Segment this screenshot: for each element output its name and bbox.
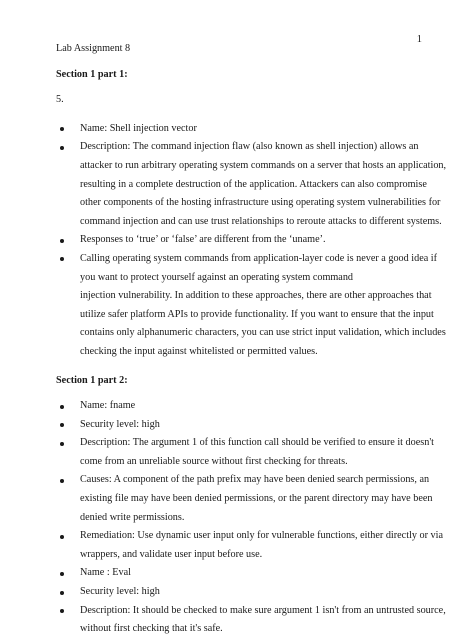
text-line: Name: fname bbox=[80, 400, 136, 412]
bullet-item bbox=[56, 397, 428, 416]
bullet-dot-icon bbox=[60, 239, 64, 243]
bullet-dot-icon bbox=[60, 535, 64, 539]
bullet-item bbox=[56, 250, 446, 362]
text-line: come from an unreliable source without first checking for threats. bbox=[80, 455, 348, 467]
text-line: you want to protect yourself against an operating system command bbox=[80, 271, 354, 283]
bullet-dot-icon bbox=[60, 257, 64, 261]
text-line: Calling operating system commands from application-layer code is never a good idea if bbox=[80, 252, 438, 264]
bullet-text bbox=[80, 527, 443, 564]
text-line: wrappers, and validate user input before use. bbox=[80, 548, 263, 560]
text-line: without first checking that it's safe. bbox=[80, 623, 223, 635]
text-line: Security level: high bbox=[80, 586, 160, 598]
bullet-item bbox=[56, 120, 428, 139]
text-line: Description: It should be checked to make sure argument 1 isn't from an untrusted source, bbox=[80, 604, 446, 616]
bullet-item bbox=[56, 231, 428, 250]
document-title: Lab Assignment 8 bbox=[56, 43, 131, 54]
bullet-text bbox=[80, 250, 446, 362]
bullet-item bbox=[56, 583, 428, 602]
text-line: attacker to run arbitrary operating system commands on a server that hosts an application, bbox=[80, 159, 447, 171]
bullet-dot-icon bbox=[60, 442, 64, 446]
bullet-text bbox=[80, 120, 428, 139]
text-line: contains only alphanumeric characters, you can use strict input validation, which includes bbox=[80, 327, 446, 339]
bullet-dot-icon bbox=[60, 146, 64, 150]
text-line: Security level: high bbox=[80, 418, 160, 430]
bullet-text bbox=[80, 416, 428, 435]
bullet-text bbox=[80, 564, 428, 583]
bullet-dot-icon bbox=[60, 591, 64, 595]
text-line: Remediation: Use dynamic user input only for vulnerable functions, either directly or via bbox=[80, 530, 443, 542]
text-line: utilize safer platform APIs to provide functionality. If you want to ensure that the input bbox=[80, 308, 434, 320]
bullet-item bbox=[56, 564, 428, 583]
text-line: Causes: A component of the path prefix may have been denied search permissions, an bbox=[80, 474, 430, 486]
text-line: other components of the hosting infrastructure using operating system vulnerabilities for bbox=[80, 197, 441, 209]
question-number: 5. bbox=[56, 94, 64, 106]
bullet-item bbox=[56, 527, 443, 564]
section-2-heading: Section 1 part 2: bbox=[56, 374, 128, 386]
text-line: existing file may have been denied permissions, or the parent directory may have been bbox=[80, 493, 433, 505]
bullet-dot-icon bbox=[60, 423, 64, 427]
bullet-item bbox=[56, 138, 447, 231]
bullet-text bbox=[80, 231, 428, 250]
section-1-bullet-list bbox=[56, 120, 447, 362]
bullet-text bbox=[80, 602, 446, 639]
text-line: Responses to ‘true’ or ‘false’ are different from the ‘uname’. bbox=[80, 234, 326, 246]
bullet-item bbox=[56, 416, 428, 435]
document-body bbox=[56, 40, 447, 639]
bullet-dot-icon bbox=[60, 572, 64, 576]
text-line: Description: The argument 1 of this function call should be verified to ensure it doesn't bbox=[80, 437, 434, 449]
bullet-text bbox=[80, 434, 434, 471]
bullet-text bbox=[80, 397, 428, 416]
page-number: 1 bbox=[416, 34, 422, 45]
bullet-item bbox=[56, 434, 434, 471]
bullet-dot-icon bbox=[60, 479, 64, 483]
section-2-bullet-list bbox=[56, 397, 446, 639]
section-1-heading: Section 1 part 1: bbox=[56, 68, 128, 80]
bullet-dot-icon bbox=[60, 127, 64, 131]
bullet-item bbox=[56, 602, 446, 639]
bullet-dot-icon bbox=[60, 405, 64, 409]
text-line: checking the input against whitelisted or permitted values. bbox=[80, 345, 318, 357]
text-line: command injection and can use trust relationships to reroute attacks to different systems. bbox=[80, 215, 442, 227]
text-line: injection vulnerability. In addition to these approaches, there are other approaches that bbox=[80, 290, 432, 302]
bullet-text bbox=[80, 471, 433, 527]
text-line: Name: Shell injection vector bbox=[80, 122, 197, 134]
text-line: Name : Eval bbox=[80, 567, 131, 579]
bullet-item bbox=[56, 471, 433, 527]
bullet-text bbox=[80, 583, 428, 602]
text-line: denied write permissions. bbox=[80, 511, 185, 523]
text-line: Description: The command injection flaw (also known as shell injection) allows an bbox=[80, 141, 419, 153]
text-line: resulting in a complete destruction of the application. Attackers can also compromise bbox=[80, 178, 427, 190]
bullet-text bbox=[80, 138, 447, 231]
